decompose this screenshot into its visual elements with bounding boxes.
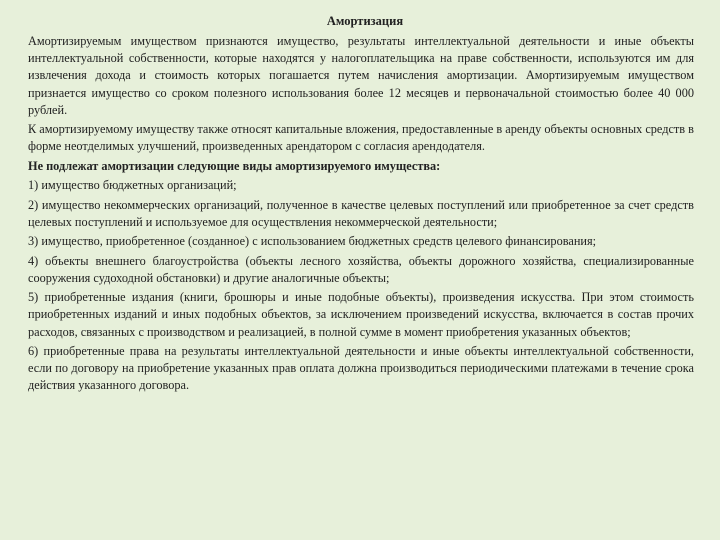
list-item-4: 4) объекты внешнего благоустройства (объекты лесного хозяйства, объекты дорожного хозяйства, специализированные сооружения судоходной обстановки) и другие аналогичные объекты; xyxy=(28,253,694,285)
paragraph-capital-investments: К амортизируемому имуществу также относят капитальные вложения, предоставленные в аренду объекты основных средств в форме неотделимых улучшений, произведенных арендатором с согласия арендодателя. xyxy=(28,122,694,154)
list-item-6: 6) приобретенные права на результаты интеллектуальной деятельности и иные объекты интеллектуальной собственности, если по договору на приобретение указанных прав оплата должна производиться периодическими платежами в течение срока действия указанного договора. xyxy=(28,343,694,393)
list-item-2: 2) имущество некоммерческих организаций, полученное в качестве целевых поступлений или приобретенное за счет средств целевых поступлений и используемое для осуществления некоммерческой деятельности; xyxy=(28,197,694,229)
paragraph-definition: Амортизируемым имуществом признаются имущество, результаты интеллектуальной деятельности и иные объекты интеллектуальной собственности, которые находятся у налогоплательщика на праве собственности, используются им для извлечения дохода и стоимость которых погашается путем начисления амортизации. Амортизируемым имуществом признается имущество со сроком полезного использования более 12 месяцев и первоначальной стоимостью более 40 000 рублей. xyxy=(28,34,694,117)
page-title: Амортизация xyxy=(326,14,404,28)
list-item-5: 5) приобретенные издания (книги, брошюры и иные подобные объекты), произведения искусства. При этом стоимость приобретенных изданий и иных подобных объектов, за исключением произведений искусства, включается в состав прочих расходов, связанных с производством и реализацией, в полной сумме в момент приобретения указанных объектов; xyxy=(28,290,694,339)
list-item-3: 3) имущество, приобретенное (созданное) с использованием бюджетных средств целевого финансирования; xyxy=(28,234,597,249)
list-item-1: 1) имущество бюджетных организаций; xyxy=(28,178,237,193)
paragraph-not-depreciated-heading: Не подлежат амортизации следующие виды амортизируемого имущества: xyxy=(28,158,441,173)
